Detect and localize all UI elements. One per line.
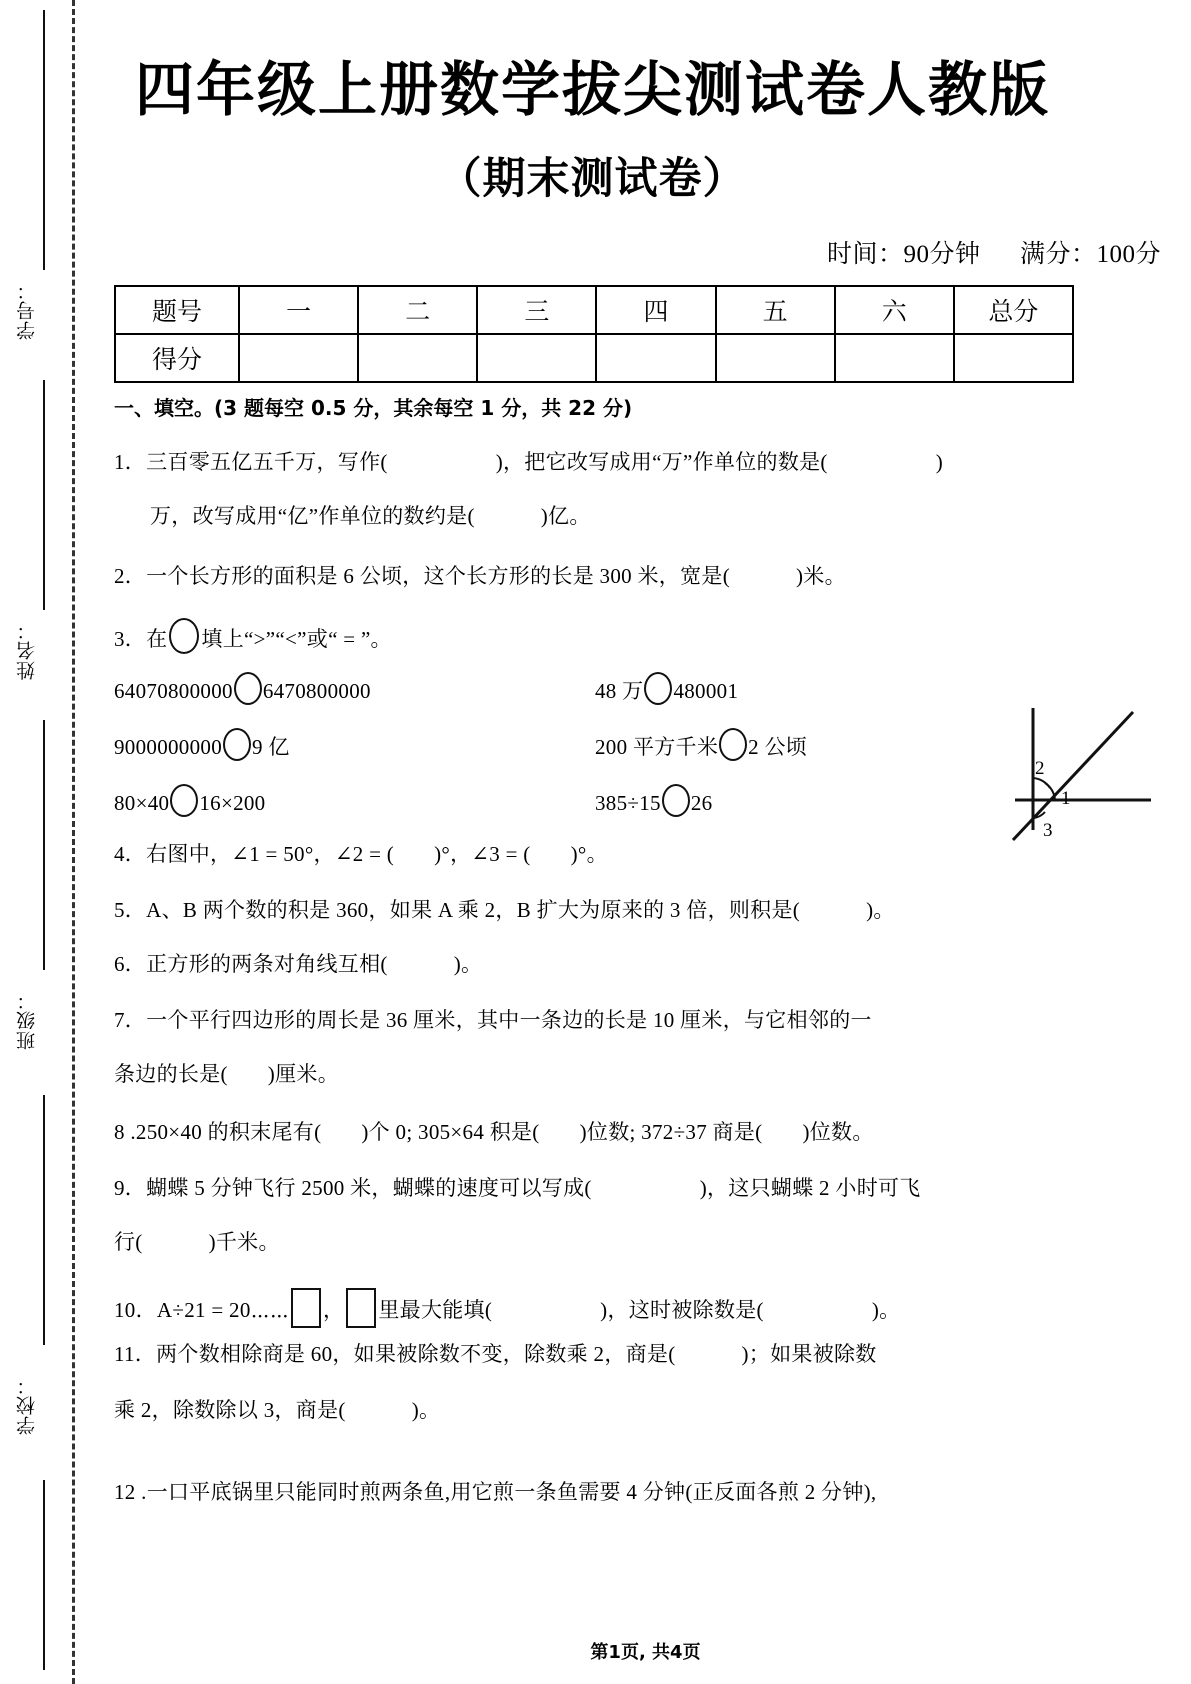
comparison-row-2-left — [114, 728, 290, 761]
q2-text-b: )米。 — [796, 564, 846, 588]
score-cell-4[interactable] — [596, 334, 715, 382]
q10-text-e: )。 — [871, 1298, 901, 1322]
q1-text-d: 万，改写成用“亿”作单位的数约是( — [150, 504, 475, 528]
comparison-row-3-right — [595, 784, 712, 817]
comparison-circle-icon[interactable] — [662, 784, 690, 817]
cmp-1r-b: 480001 — [673, 679, 739, 703]
q1-text-e: )亿。 — [540, 504, 591, 528]
seal-label-column — [14, 0, 74, 1684]
question-7-line-1: 7．一个平行四边形的周长是 36 厘米，其中一条边的长是 10 厘米，与它相邻的一 — [114, 1008, 872, 1032]
q9-text-c: 行( — [114, 1230, 143, 1254]
cmp-1r-a: 48 万 — [595, 679, 644, 703]
seal-rule-1 — [43, 10, 45, 270]
q10-text-a: 10．A÷21 = 20⋯⋯ — [114, 1298, 290, 1322]
comparison-row-1-right — [595, 672, 738, 705]
angle-figure — [1005, 700, 1180, 855]
table-row-header — [115, 286, 1073, 334]
score-cell-6[interactable] — [835, 334, 954, 382]
comparison-row-1-left — [114, 672, 371, 705]
q9-text-d: )千米。 — [208, 1230, 280, 1254]
q7-text-c: )厘米。 — [267, 1062, 339, 1086]
question-1-line-1 — [114, 448, 943, 476]
score-col-1: 一 — [239, 286, 358, 334]
score-cell-1[interactable] — [239, 334, 358, 382]
q11-text-b: )；如果被除数 — [741, 1342, 877, 1366]
score-col-2: 二 — [358, 286, 477, 334]
q3-text-a: 3．在 — [114, 627, 168, 651]
section-heading-fill-in-blanks: 一、填空。(3 题每空 0.5 分，其余每空 1 分，共 22 分) — [114, 396, 633, 420]
question-5 — [114, 896, 895, 924]
cmp-3r-a: 385÷15 — [595, 791, 661, 815]
angle-label-1: 1 — [1061, 788, 1071, 809]
seal-rule-5 — [43, 1480, 45, 1670]
score-cell-2[interactable] — [358, 334, 477, 382]
exam-meta — [827, 234, 1161, 270]
comparison-circle-icon[interactable] — [719, 728, 747, 761]
score-col-total: 总分 — [954, 286, 1073, 334]
cmp-1l-a: 64070800000 — [114, 679, 233, 703]
q8-text-c: )位数; 372÷37 商是( — [579, 1120, 763, 1144]
page-footer: 第1页, 共4页 — [590, 1642, 701, 1663]
q5-text-a: 5．A、B 两个数的积是 360，如果 A 乘 2，B 扩大为原来的 3 倍，则积是( — [114, 898, 801, 922]
cmp-3l-b: 16×200 — [199, 791, 266, 815]
q10-text-b: ， — [323, 1298, 345, 1322]
q1-text-b: )，把它改写成用“万”作单位的数是( — [495, 450, 828, 474]
seal-label-student-id: 学号： — [17, 280, 38, 340]
score-table — [114, 285, 1074, 383]
question-2 — [114, 562, 846, 590]
question-10 — [114, 1288, 900, 1328]
slanted-line — [1013, 712, 1133, 840]
angle-label-2: 2 — [1035, 758, 1045, 779]
exam-sheet — [100, 0, 1191, 1684]
q9-text-a: 9．蝴蝶 5 分钟飞行 2500 米，蝴蝶的速度可以写成( — [114, 1176, 592, 1200]
q10-text-c: 里最大能填( — [378, 1298, 493, 1322]
cmp-2r-b: 2 公顷 — [748, 735, 808, 759]
question-12: 12 .一口平底锅里只能同时煎两条鱼,用它煎一条鱼需要 4 分钟(正反面各煎 2 分钟), — [114, 1480, 877, 1504]
cmp-2l-a: 9000000000 — [114, 735, 222, 759]
q6-text-a: 6．正方形的两条对角线互相( — [114, 952, 388, 976]
q4-text-a: 4．右图中，∠1 = 50°，∠2 = ( — [114, 842, 395, 866]
q4-text-b: )°，∠3 = ( — [434, 842, 531, 866]
comparison-circle-icon[interactable] — [170, 784, 198, 817]
comparison-circle-icon[interactable] — [644, 672, 672, 705]
q3-text-b: 填上“>”“<”或“ = ”。 — [201, 627, 392, 651]
question-3 — [114, 618, 392, 654]
score-table-row-label: 题号 — [115, 286, 239, 334]
q1-text-a: 1．三百零五亿五千万，写作( — [114, 450, 388, 474]
score-col-4: 四 — [596, 286, 715, 334]
question-7-line-2 — [114, 1060, 339, 1088]
cmp-3r-b: 26 — [690, 791, 713, 815]
q4-text-c: )°。 — [570, 842, 608, 866]
question-11-line-1 — [114, 1340, 877, 1368]
table-row-score — [115, 334, 1073, 382]
q8-text-a: 8 .250×40 的积末尾有( — [114, 1120, 322, 1144]
score-cell-5[interactable] — [716, 334, 835, 382]
question-6 — [114, 950, 482, 978]
exam-total-score: 满分：100分 — [1019, 241, 1161, 268]
page-title: 四年级上册数学拔尖测试卷人教版 — [134, 55, 1050, 124]
q7-text-b: 条边的长是( — [114, 1062, 228, 1086]
q11-text-a: 11．两个数相除商是 60，如果被除数不变，除数乘 2，商是( — [114, 1342, 676, 1366]
q11-text-d: )。 — [411, 1398, 441, 1422]
angle-diagram-svg — [1005, 700, 1180, 855]
q10-text-d: )，这时被除数是( — [600, 1298, 764, 1322]
cmp-3l-a: 80×40 — [114, 791, 170, 815]
binding-strip — [0, 0, 100, 1684]
q5-text-b: )。 — [866, 898, 895, 922]
question-1-line-2 — [150, 502, 591, 530]
cmp-1l-b: 6470800000 — [262, 679, 371, 703]
q2-text-a: 2．一个长方形的面积是 6 公顷，这个长方形的长是 300 米，宽是( — [114, 564, 730, 588]
comparison-circle-icon[interactable] — [234, 672, 262, 705]
comparison-circle-icon[interactable] — [223, 728, 251, 761]
cmp-2r-a: 200 平方千米 — [595, 735, 719, 759]
score-col-3: 三 — [477, 286, 596, 334]
question-9-line-2 — [114, 1228, 280, 1256]
question-11-line-2 — [114, 1396, 440, 1424]
seal-label-name: 姓名： — [17, 620, 38, 680]
page-subtitle: （期末测试卷） — [438, 154, 747, 204]
angle-arc-2 — [1033, 778, 1050, 788]
seal-rule-3 — [43, 720, 45, 970]
comparison-row-2-right — [595, 728, 807, 761]
q8-text-d: )位数。 — [802, 1120, 874, 1144]
q9-text-b: )，这只蝴蝶 2 小时可飞 — [699, 1176, 921, 1200]
cmp-2l-b: 9 亿 — [252, 735, 290, 759]
question-8 — [114, 1118, 874, 1146]
score-table-row-label-2: 得分 — [115, 334, 239, 382]
q8-text-b: )个 0; 305×64 积是( — [361, 1120, 540, 1144]
score-col-6: 六 — [835, 286, 954, 334]
angle-label-3: 3 — [1043, 820, 1053, 841]
seal-label-class: 班级： — [17, 990, 38, 1050]
remainder-box-icon-2[interactable] — [346, 1288, 376, 1328]
exam-duration: 时间：90分钟 — [826, 241, 981, 268]
remainder-box-icon[interactable] — [291, 1288, 321, 1328]
score-cell-total[interactable] — [954, 334, 1073, 382]
question-9-line-1 — [114, 1174, 921, 1202]
score-cell-3[interactable] — [477, 334, 596, 382]
seal-rule-2 — [43, 380, 45, 610]
question-4 — [114, 840, 608, 868]
score-col-5: 五 — [716, 286, 835, 334]
q6-text-b: )。 — [453, 952, 483, 976]
q1-text-c: ) — [935, 450, 944, 474]
comparison-row-3-left — [114, 784, 266, 817]
comparison-circle-icon[interactable] — [169, 618, 199, 654]
seal-label-school: 学校： — [17, 1375, 38, 1435]
q11-text-c: 乘 2，除数除以 3，商是( — [114, 1398, 346, 1422]
seal-rule-4 — [43, 1095, 45, 1345]
